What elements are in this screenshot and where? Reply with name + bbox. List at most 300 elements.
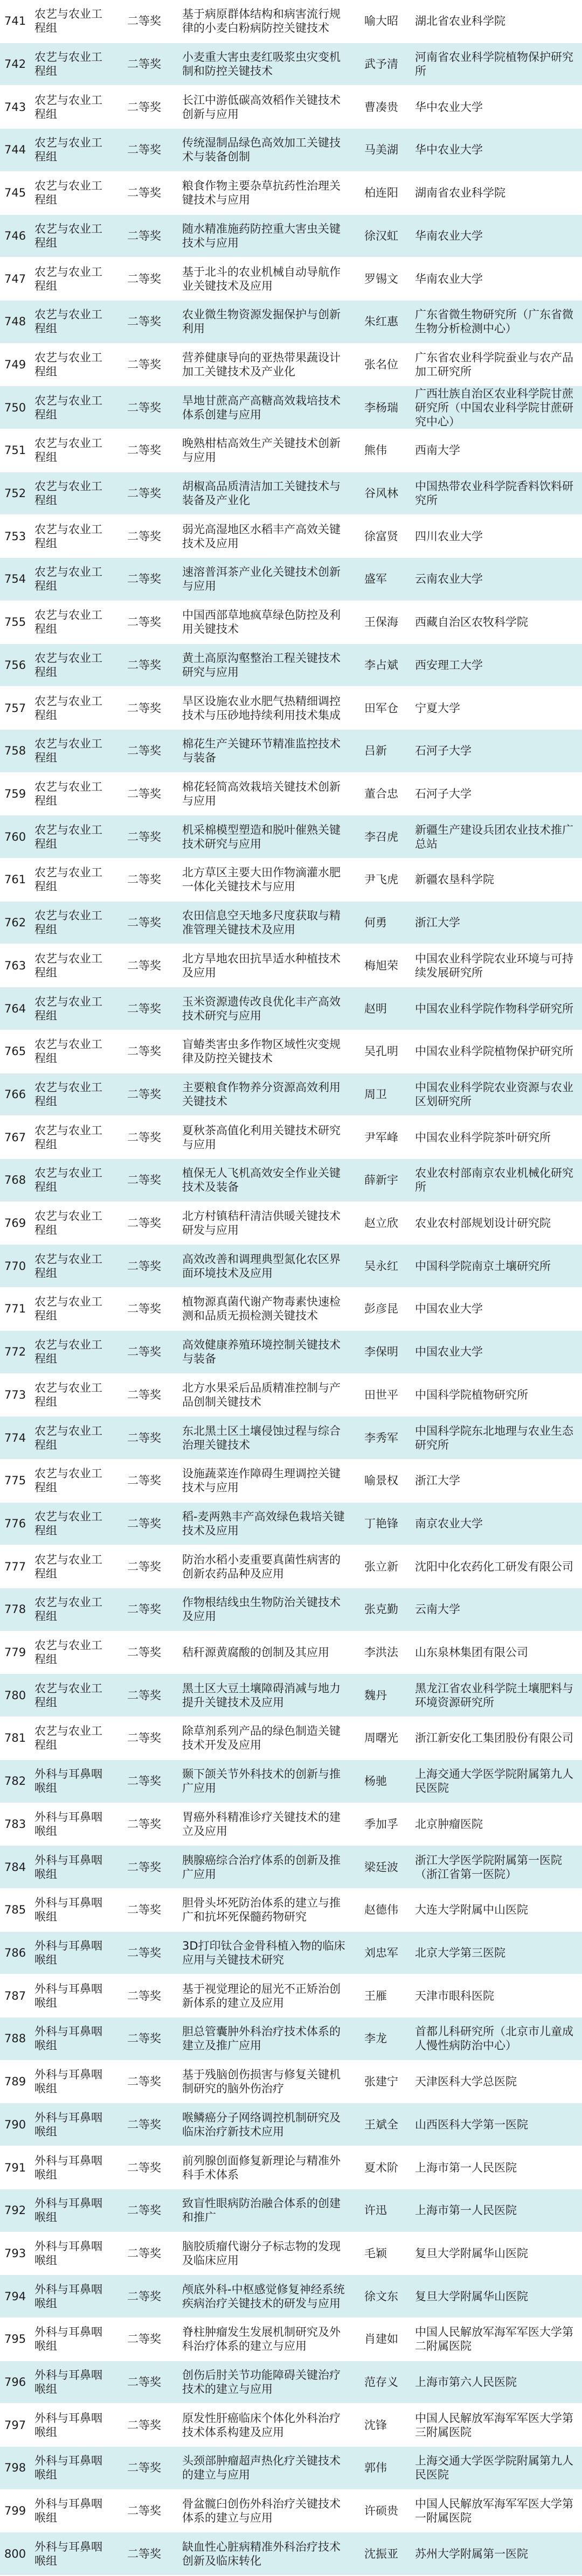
award-level: 二等奖	[127, 1903, 161, 1917]
lead-unit: 石河子大学	[415, 787, 472, 800]
row-number: 794	[4, 2289, 26, 2303]
row-number: 784	[4, 1860, 26, 1874]
table-row	[0, 1974, 582, 2017]
award-level: 二等奖	[127, 2418, 161, 2432]
award-group: 农艺与农业工程组	[34, 780, 102, 807]
lead-person: 魏丹	[364, 1688, 387, 1702]
award-group: 农艺与农业工程组	[34, 351, 102, 378]
lead-unit: 西藏自治区农牧科学院	[415, 616, 528, 629]
table-row	[0, 2404, 582, 2447]
award-level: 二等奖	[127, 1345, 161, 1359]
table-row	[0, 1889, 582, 1932]
award-group: 农艺与农业工程组	[34, 437, 102, 464]
project-title: 骨盆髋臼创伤外科治疗关键技术体系的建立与应用	[182, 2497, 341, 2525]
row-number: 748	[4, 315, 26, 329]
lead-unit: 广西壮族自治区农业科学院甘蔗研究所（中国农业科学院甘蔗研究中心）	[415, 387, 573, 428]
award-level: 二等奖	[127, 830, 161, 843]
lead-person: 周卫	[364, 1087, 387, 1101]
row-number: 783	[4, 1817, 26, 1831]
lead-person: 郭伟	[364, 2461, 387, 2475]
row-number: 786	[4, 1946, 26, 1959]
award-group: 农艺与农业工程组	[34, 1295, 102, 1323]
award-level: 二等奖	[127, 2161, 161, 2174]
lead-unit: 上海交通大学医学院附属第九人民医院	[415, 1768, 573, 1795]
award-group: 农艺与农业工程组	[34, 1210, 102, 1237]
lead-person: 朱红惠	[364, 315, 398, 329]
row-number: 752	[4, 487, 26, 500]
lead-unit: 沈阳中化农药化工研发有限公司	[415, 1560, 573, 1573]
table-row	[0, 1030, 582, 1073]
lead-person: 张立新	[364, 1560, 398, 1573]
lead-unit: 中国科学院南京土壤研究所	[415, 1259, 551, 1273]
table-row	[0, 2318, 582, 2361]
award-level: 二等奖	[127, 1946, 161, 1959]
award-group: 农艺与农业工程组	[34, 866, 102, 893]
lead-person: 吕新	[364, 744, 387, 758]
project-title: 盲蝽类害虫多作物区域性灾变规律及防控关键技术	[182, 1038, 341, 1065]
award-level: 二等奖	[127, 744, 161, 758]
award-level: 二等奖	[127, 1517, 161, 1530]
row-number: 756	[4, 658, 26, 672]
lead-person: 毛颖	[364, 2246, 387, 2260]
lead-person: 沈锋	[364, 2418, 387, 2432]
lead-person: 李占斌	[364, 658, 398, 672]
award-group: 农艺与农业工程组	[34, 1681, 102, 1709]
award-level: 二等奖	[127, 1259, 161, 1273]
table-row	[0, 558, 582, 601]
award-level: 二等奖	[127, 2118, 161, 2131]
row-number: 788	[4, 2032, 26, 2046]
lead-unit: 中国农业大学	[415, 1302, 483, 1316]
award-group: 农艺与农业工程组	[34, 1424, 102, 1451]
row-number: 776	[4, 1517, 26, 1530]
lead-person: 曹凑贵	[364, 100, 398, 114]
project-title: 作物根结线虫生物防治关键技术及应用	[182, 1596, 341, 1623]
lead-person: 李秀军	[364, 1431, 398, 1444]
row-number: 760	[4, 830, 26, 843]
project-title: 中国西部草地疯草绿色防控及利用关键技术	[182, 609, 341, 636]
project-title: 旱区设施农业水肥气热精细调控技术与压砂地持续利用技术集成	[182, 694, 341, 722]
project-title: 晚熟柑桔高效生产关键技术创新与应用	[182, 437, 341, 464]
lead-unit: 石河子大学	[415, 744, 472, 758]
lead-unit: 黑龙江省农业科学院土壤肥料与环境资源研究所	[415, 1681, 573, 1709]
table-row	[0, 730, 582, 773]
lead-person: 杨驰	[364, 1775, 387, 1788]
lead-unit: 浙江大学	[415, 916, 460, 930]
row-number: 762	[4, 916, 26, 930]
award-group: 农艺与农业工程组	[34, 1596, 102, 1623]
row-number: 778	[4, 1603, 26, 1616]
table-row	[0, 1760, 582, 1803]
award-level: 二等奖	[127, 1087, 161, 1101]
award-group: 农艺与农业工程组	[34, 609, 102, 636]
lead-unit: 复旦大学附属华山医院	[415, 2289, 528, 2303]
row-number: 793	[4, 2246, 26, 2260]
award-level: 二等奖	[127, 1474, 161, 1488]
table-row	[0, 2447, 582, 2490]
lead-person: 刘忠军	[364, 1946, 398, 1959]
award-level: 二等奖	[127, 916, 161, 930]
award-level: 二等奖	[127, 529, 161, 543]
project-title: 黄土高原沟壑整治工程关键技术研究与应用	[182, 651, 341, 679]
award-level: 二等奖	[127, 15, 161, 28]
project-title: 营养健康导向的亚热带果蔬设计加工关键技术及产业化	[182, 351, 341, 378]
award-group: 外科与耳鼻咽喉组	[34, 2411, 102, 2439]
award-group: 农艺与农业工程组	[34, 222, 102, 249]
lead-unit: 南京农业大学	[415, 1517, 483, 1530]
lead-person: 徐文东	[364, 2289, 398, 2303]
table-row	[0, 2275, 582, 2318]
project-title: 高效健康养殖环境控制关键技术与装备	[182, 1338, 341, 1366]
lead-unit: 农业农村部南京农业机械化研究所	[415, 1167, 573, 1194]
award-level: 二等奖	[127, 2032, 161, 2046]
row-number: 759	[4, 787, 26, 800]
award-group: 农艺与农业工程组	[34, 308, 102, 336]
award-level: 二等奖	[127, 1817, 161, 1831]
lead-person: 薛新宇	[364, 1174, 398, 1187]
lead-unit: 广东省农业科学院蚕业与农产品加工研究所	[415, 351, 573, 378]
table-row	[0, 773, 582, 816]
project-title: 主要粮食作物养分资源高效利用关键技术	[182, 1080, 341, 1108]
project-title: 北方水果采后品质精准控制与产品创制关键技术	[182, 1381, 341, 1408]
lead-person: 张建宁	[364, 2075, 398, 2089]
lead-unit: 山西医科大学第一医院	[415, 2118, 528, 2131]
project-title: 旱地甘蔗高产高糖高效栽培技术体系创建与应用	[182, 394, 341, 421]
lead-person: 李龙	[364, 2032, 387, 2046]
award-group: 外科与耳鼻咽喉组	[34, 2326, 102, 2353]
award-level: 二等奖	[127, 143, 161, 157]
award-group: 外科与耳鼻咽喉组	[34, 1896, 102, 1924]
lead-person: 何勇	[364, 916, 387, 930]
project-title: 3D打印钛合金骨科植入物的临床应用与关键技术研究	[182, 1939, 345, 1966]
lead-unit: 中国农业科学院作物科学研究所	[415, 1002, 573, 1015]
table-row	[0, 0, 582, 43]
row-number: 744	[4, 143, 26, 157]
lead-person: 喻景权	[364, 1474, 398, 1488]
row-number: 800	[4, 2547, 26, 2560]
award-group: 外科与耳鼻咽喉组	[34, 2025, 102, 2053]
award-group: 农艺与农业工程组	[34, 566, 102, 593]
award-level: 二等奖	[127, 1174, 161, 1187]
award-level: 二等奖	[127, 315, 161, 329]
table-row	[0, 2146, 582, 2189]
project-title: 北方旱地农田抗旱适水种植技术及应用	[182, 952, 341, 979]
award-level: 二等奖	[127, 1002, 161, 1015]
lead-person: 谷风林	[364, 487, 398, 500]
row-number: 771	[4, 1302, 26, 1316]
table-row	[0, 858, 582, 902]
table-row	[0, 601, 582, 644]
project-title: 小麦重大害虫麦红吸浆虫灾变机制和防控关键技术	[182, 51, 341, 78]
project-title: 原发性肝癌临床个体化外科治疗技术体系构建及应用	[182, 2411, 341, 2439]
award-group: 农艺与农业工程组	[34, 995, 102, 1022]
row-number: 798	[4, 2461, 26, 2475]
row-number: 785	[4, 1903, 26, 1917]
lead-unit: 复旦大学附属华山医院	[415, 2246, 528, 2260]
table-row	[0, 2361, 582, 2404]
table-row	[0, 2103, 582, 2146]
lead-unit: 中国人民解放军海军军医大学第二附属医院	[415, 2326, 573, 2353]
award-group: 外科与耳鼻咽喉组	[34, 2369, 102, 2396]
project-title: 机采棉模型塑造和脱叶催熟关键技术研究与应用	[182, 823, 341, 850]
project-title: 基于视觉理论的屈光不正矫治创新体系的建立及应用	[182, 1982, 341, 2009]
project-title: 基于残脑创伤损害与修复关键机制研究的脑外伤治疗	[182, 2068, 341, 2096]
lead-person: 李洪法	[364, 1646, 398, 1659]
award-group: 农艺与农业工程组	[34, 136, 102, 164]
award-level: 二等奖	[127, 959, 161, 972]
table-row	[0, 43, 582, 86]
row-number: 745	[4, 186, 26, 200]
award-group: 农艺与农业工程组	[34, 1510, 102, 1537]
lead-person: 尹飞虎	[364, 873, 398, 886]
lead-unit: 广东省微生物研究所（广东省微生物分析检测中心）	[415, 308, 573, 336]
award-group: 农艺与农业工程组	[34, 179, 102, 207]
award-group: 农艺与农业工程组	[34, 909, 102, 937]
lead-unit: 北京肿瘤医院	[415, 1817, 483, 1831]
award-group: 农艺与农业工程组	[34, 265, 102, 292]
award-group: 外科与耳鼻咽喉组	[34, 1982, 102, 2009]
lead-person: 董合忠	[364, 787, 398, 800]
lead-unit: 中国农业大学	[415, 1345, 483, 1359]
lead-unit: 中国人民解放军海军军医大学第一附属医院	[415, 2497, 573, 2525]
row-number: 770	[4, 1259, 26, 1273]
lead-unit: 天津医科大学总医院	[415, 2075, 517, 2089]
table-row	[0, 215, 582, 258]
lead-person: 周曙光	[364, 1732, 398, 1745]
project-title: 防治水稻小麦重要真菌性病害的创新农药品种及应用	[182, 1553, 341, 1580]
lead-unit: 新疆农垦科学院	[415, 873, 494, 886]
award-level: 二等奖	[127, 58, 161, 71]
project-title: 创伤后肘关节功能障碍关键治疗技术的建立与应用	[182, 2369, 341, 2396]
award-group: 外科与耳鼻咽喉组	[34, 2197, 102, 2224]
award-group: 农艺与农业工程组	[34, 8, 102, 35]
project-title: 夏秋茶高值化利用关键技术研究与应用	[182, 1123, 341, 1151]
award-level: 二等奖	[127, 2547, 161, 2560]
table-row	[0, 1674, 582, 1717]
award-group: 外科与耳鼻咽喉组	[34, 2068, 102, 2096]
lead-person: 李召虎	[364, 830, 398, 843]
project-title: 喉鳞癌分子网络调控机制研究及临床治疗新技术应用	[182, 2111, 341, 2138]
row-number: 791	[4, 2161, 26, 2174]
award-group: 外科与耳鼻咽喉组	[34, 2282, 102, 2310]
row-number: 796	[4, 2376, 26, 2389]
project-title: 缺血性心脏病精准外科治疗技术创新及临床转化	[182, 2540, 341, 2567]
lead-person: 许迅	[364, 2204, 387, 2217]
lead-unit: 华南农业大学	[415, 272, 483, 285]
table-row	[0, 1460, 582, 1503]
table-row	[0, 1374, 582, 1417]
award-level: 二等奖	[127, 2204, 161, 2217]
table-row	[0, 2532, 582, 2575]
row-number: 742	[4, 58, 26, 71]
lead-unit: 中国科学院植物研究所	[415, 1388, 528, 1401]
award-level: 二等奖	[127, 1989, 161, 2002]
award-level: 二等奖	[127, 358, 161, 371]
award-group: 农艺与农业工程组	[34, 1123, 102, 1151]
lead-unit: 华中农业大学	[415, 100, 483, 114]
row-number: 774	[4, 1431, 26, 1444]
table-row	[0, 472, 582, 515]
lead-unit: 河南省农业科学院植物保护研究所	[415, 51, 573, 78]
lead-person: 徐汉虹	[364, 229, 398, 242]
lead-unit: 中国农业科学院农业环境与可持续发展研究所	[415, 952, 573, 979]
lead-unit: 上海交通大学医学院附属第九人民医院	[415, 2454, 573, 2482]
lead-unit: 山东泉林集团有限公司	[415, 1646, 528, 1659]
row-number: 772	[4, 1345, 26, 1359]
row-number: 743	[4, 100, 26, 114]
project-title: 植物源真菌代谢产物毒素快速检测和品质无损检测关键技术	[182, 1295, 341, 1323]
project-title: 胆骨头坏死防治体系的建立与推广和抗坏死保髓药物研究	[182, 1896, 341, 1924]
award-group: 外科与耳鼻咽喉组	[34, 1939, 102, 1966]
row-number: 782	[4, 1775, 26, 1788]
table-row	[0, 1631, 582, 1674]
lead-unit: 新疆生产建设兵团农业技术推广总站	[415, 823, 573, 850]
project-title: 稻-麦两熟丰产高效绿色栽培关键技术及应用	[182, 1510, 345, 1537]
row-number: 751	[4, 444, 26, 457]
table-row	[0, 1288, 582, 1331]
row-number: 767	[4, 1130, 26, 1144]
lead-unit: 浙江新安化工集团股份有限公司	[415, 1732, 573, 1745]
project-title: 胆总管囊肿外科治疗技术体系的建立及推广应用	[182, 2025, 341, 2053]
row-number: 777	[4, 1560, 26, 1573]
lead-person: 喻大昭	[364, 15, 398, 28]
row-number: 792	[4, 2204, 26, 2217]
lead-unit: 首都儿科研究所（北京市儿童成人慢性病防治中心）	[415, 2025, 573, 2053]
lead-person: 梅旭荣	[364, 959, 398, 972]
lead-person: 肖建如	[364, 2333, 398, 2346]
project-title: 速溶普洱茶产业化关键技术创新与应用	[182, 566, 341, 593]
project-title: 农田信息空天地多尺度获取与精准管理关键技术及应用	[182, 909, 341, 937]
lead-person: 王保海	[364, 616, 398, 629]
row-number: 750	[4, 401, 26, 414]
award-group: 农艺与农业工程组	[34, 1639, 102, 1666]
project-title: 胡椒高品质清洁加工关键技术与装备及产业化	[182, 480, 341, 507]
lead-person: 彭彦昆	[364, 1302, 398, 1316]
award-group: 农艺与农业工程组	[34, 1553, 102, 1580]
row-number: 761	[4, 873, 26, 886]
lead-unit: 中国农业科学院农业资源与农业区划研究所	[415, 1080, 573, 1108]
lead-unit: 云南农业大学	[415, 573, 483, 586]
project-title: 头颈部肿瘤超声热化疗关键技术的建立与应用	[182, 2454, 341, 2482]
table-row	[0, 1932, 582, 1975]
project-title: 东北黑土区土壤侵蚀过程与综合治理关键技术	[182, 1424, 341, 1451]
award-level: 二等奖	[127, 1130, 161, 1144]
award-level: 二等奖	[127, 1560, 161, 1573]
lead-person: 赵德伟	[364, 1903, 398, 1917]
award-level: 二等奖	[127, 1775, 161, 1788]
row-number: 764	[4, 1002, 26, 1015]
project-title: 颅底外科-中枢感觉修复神经系统疾病治疗关键技术的研发与应用	[182, 2282, 345, 2310]
row-number: 765	[4, 1045, 26, 1058]
award-level: 二等奖	[127, 616, 161, 629]
lead-person: 田世平	[364, 1388, 398, 1401]
table-row	[0, 386, 582, 429]
lead-person: 吴孔明	[364, 1045, 398, 1058]
table-row	[0, 1503, 582, 1546]
lead-unit: 华中农业大学	[415, 143, 483, 157]
table-row	[0, 86, 582, 129]
award-level: 二等奖	[127, 2504, 161, 2518]
table-row	[0, 1245, 582, 1288]
table-row	[0, 644, 582, 687]
table-row	[0, 172, 582, 215]
lead-person: 李保明	[364, 1345, 398, 1359]
table-row	[0, 1588, 582, 1631]
row-number: 757	[4, 701, 26, 715]
award-level: 二等奖	[127, 1603, 161, 1616]
table-row	[0, 2490, 582, 2533]
award-level: 二等奖	[127, 701, 161, 715]
lead-person: 张克勤	[364, 1603, 398, 1616]
lead-person: 季加孚	[364, 1817, 398, 1831]
lead-person: 夏术阶	[364, 2161, 398, 2174]
table-row	[0, 1331, 582, 1374]
table-row	[0, 2017, 582, 2061]
lead-person: 尹军峰	[364, 1130, 398, 1144]
lead-unit: 上海市第一人民医院	[415, 2161, 517, 2174]
project-title: 长江中游低碳高效稻作关键技术创新与应用	[182, 93, 341, 121]
row-number: 779	[4, 1646, 26, 1659]
table-row	[0, 1116, 582, 1159]
row-number: 781	[4, 1732, 26, 1745]
award-group: 农艺与农业工程组	[34, 51, 102, 78]
lead-unit: 上海市第六人民医院	[415, 2376, 517, 2389]
award-group: 外科与耳鼻咽喉组	[34, 1810, 102, 1838]
lead-person: 范存义	[364, 2376, 398, 2389]
lead-person: 赵立欣	[364, 1217, 398, 1230]
row-number: 747	[4, 272, 26, 285]
award-group: 外科与耳鼻咽喉组	[34, 1853, 102, 1881]
award-level: 二等奖	[127, 658, 161, 672]
award-group: 农艺与农业工程组	[34, 1381, 102, 1408]
lead-unit: 四川农业大学	[415, 529, 483, 543]
lead-person: 罗锡文	[364, 272, 398, 285]
award-group: 农艺与农业工程组	[34, 1080, 102, 1108]
table-row	[0, 2232, 582, 2275]
lead-person: 徐富贤	[364, 529, 398, 543]
award-group: 农艺与农业工程组	[34, 823, 102, 850]
project-title: 黑土区大豆土壤障碍消减与地力提升关键技术及应用	[182, 1681, 341, 1709]
award-group: 农艺与农业工程组	[34, 694, 102, 722]
table-row	[0, 515, 582, 558]
lead-unit: 浙江大学医学院附属第一医院（浙江省第一医院）	[415, 1853, 562, 1881]
row-number: 789	[4, 2075, 26, 2089]
lead-unit: 云南大学	[415, 1603, 460, 1616]
lead-unit: 上海市第一人民医院	[415, 2204, 517, 2217]
lead-person: 武予清	[364, 58, 398, 71]
project-title: 随水精准施药防控重大害虫关键技术与应用	[182, 222, 341, 249]
lead-person: 马美湖	[364, 143, 398, 157]
award-level: 二等奖	[127, 2333, 161, 2346]
project-title: 粮食作物主要杂草抗药性治理关键技术与应用	[182, 179, 341, 207]
row-number: 773	[4, 1388, 26, 1401]
lead-unit: 宁夏大学	[415, 701, 460, 715]
award-group: 外科与耳鼻咽喉组	[34, 2540, 102, 2567]
award-group: 农艺与农业工程组	[34, 1167, 102, 1194]
table-row	[0, 1846, 582, 1889]
project-title: 北方村镇秸秆清洁供暖关键技术研发与应用	[182, 1210, 341, 1237]
project-title: 致盲性眼病防治融合体系的创建和推广	[182, 2197, 341, 2224]
award-level: 二等奖	[127, 787, 161, 800]
table-row	[0, 1073, 582, 1116]
award-level: 二等奖	[127, 100, 161, 114]
award-group: 农艺与农业工程组	[34, 394, 102, 421]
project-title: 棉花轻简高效栽培关键技术创新与应用	[182, 780, 341, 807]
lead-unit: 农业农村部规划设计研究院	[415, 1217, 551, 1230]
lead-person: 张名位	[364, 358, 398, 371]
award-level: 二等奖	[127, 1646, 161, 1659]
award-level: 二等奖	[127, 1045, 161, 1058]
